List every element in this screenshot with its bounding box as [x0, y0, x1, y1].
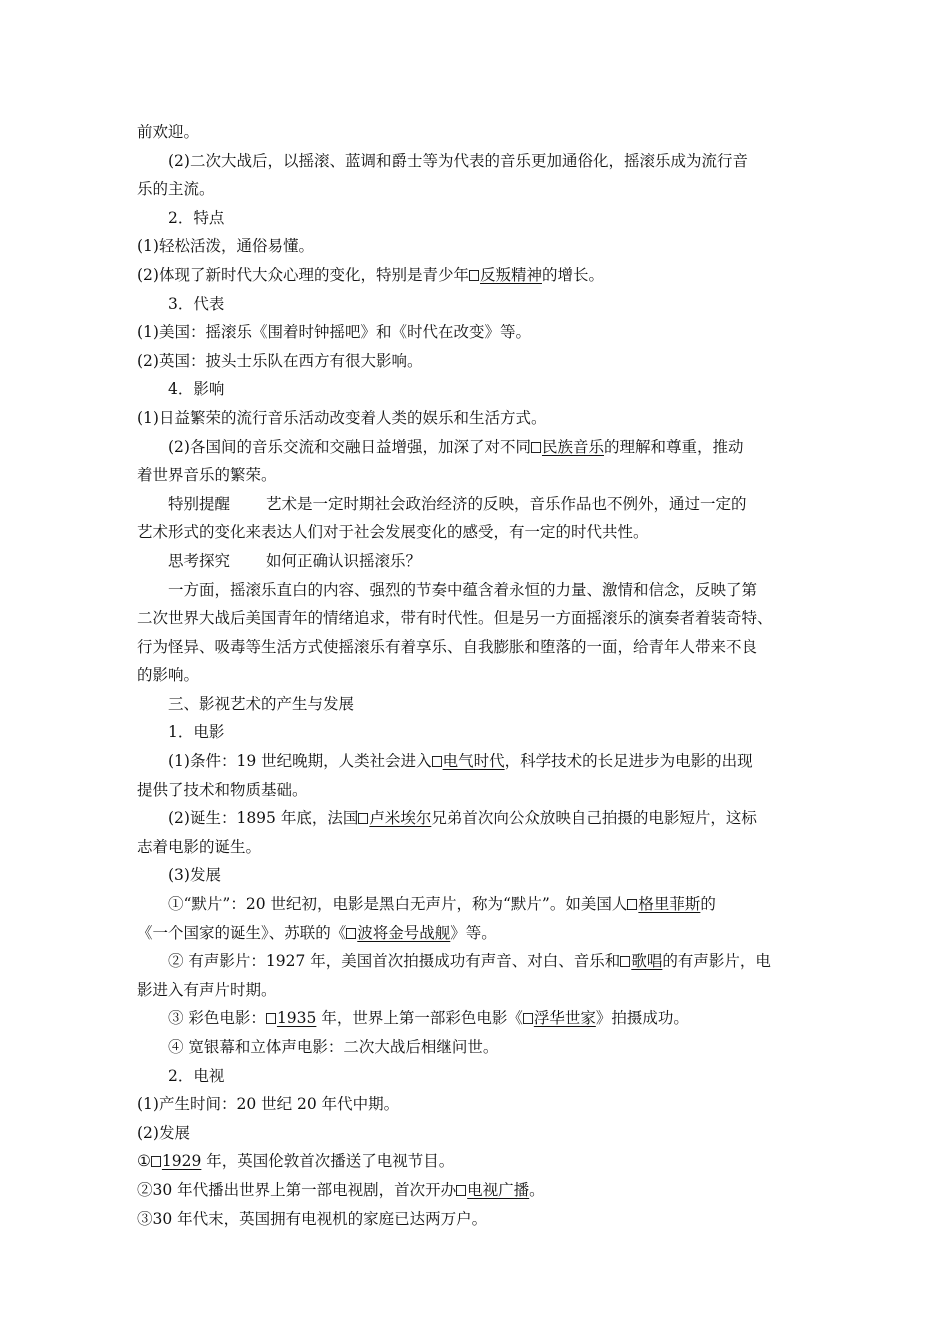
- text-span: (2)二次大战后，以摇滚、蓝调和爵士等为代表的音乐更加通俗化，摇滚乐成为流行音: [168, 151, 748, 170]
- text-span: 提供了技术和物质基础。: [137, 780, 308, 799]
- answer-box-icon: [620, 956, 630, 967]
- text-span: 年，世界上第一部彩色电影《: [316, 1009, 523, 1028]
- text-span: 三、影视艺术的产生与发展: [168, 694, 355, 713]
- text-span: 的理解和尊重，推动: [603, 437, 744, 456]
- text-line: [137, 1004, 817, 1033]
- text-span: (2)各国间的音乐交流和交融日益增强，加深了对不同: [168, 437, 531, 456]
- text-span: 乐的主流。: [137, 180, 215, 199]
- text-line: [137, 547, 817, 576]
- answer-box-icon: [266, 1013, 276, 1024]
- text-line: [137, 804, 817, 833]
- answer-box-icon: [346, 928, 356, 939]
- text-span: ①: [137, 1152, 151, 1171]
- text-line: [137, 776, 817, 805]
- answer-box-icon: [456, 1185, 466, 1196]
- text-span: 艺术形式的变化来表达人们对于社会发展变化的感受，有一定的时代共性。: [137, 523, 649, 542]
- text-span: ③30 年代末，英国拥有电视机的家庭已达两万户。: [137, 1209, 488, 1228]
- text-span: 兄弟首次向公众放映自己拍摄的电影短片，这标: [431, 809, 757, 828]
- text-line: [137, 890, 817, 919]
- text-line: [137, 490, 817, 519]
- fill-blank-answer: 1935: [276, 1009, 317, 1028]
- answer-box-icon: [469, 270, 479, 281]
- answer-box-icon: [531, 442, 541, 453]
- text-line: [137, 1205, 817, 1234]
- text-span: 的有声影片，电: [662, 952, 771, 971]
- text-span: 》等。: [450, 923, 497, 942]
- text-line: [137, 147, 817, 176]
- text-span: 2．特点: [168, 208, 225, 227]
- text-span: ②30 年代播出世界上第一部电视剧，首次开办: [137, 1180, 457, 1199]
- text-span: ①“默片”：20 世纪初，电影是黑白无声片，称为“默片”。如美国人: [168, 895, 628, 914]
- text-line: [137, 347, 817, 376]
- fill-blank-answer: 歌唱: [631, 952, 663, 971]
- text-span: 的影响。: [137, 666, 200, 685]
- text-span: 》拍摄成功。: [595, 1009, 689, 1028]
- text-line: [137, 919, 817, 948]
- answer-box-icon: [151, 1156, 161, 1167]
- fill-blank-answer: 电气时代: [442, 752, 505, 771]
- text-line: [137, 118, 817, 147]
- text-body: [137, 118, 817, 1233]
- answer-box-icon: [627, 899, 637, 910]
- text-span: 艺术是一定时期社会政治经济的反映，音乐作品也不例外，通过一定的: [266, 494, 747, 513]
- text-span: ③ 彩色电影：: [168, 1009, 266, 1028]
- text-line: [137, 1119, 817, 1148]
- fill-blank-answer: 民族音乐: [541, 437, 604, 456]
- text-line: [137, 604, 817, 633]
- text-span: ，科学技术的长足进步为电影的出现: [504, 752, 753, 771]
- text-line: [137, 318, 817, 347]
- text-line: [137, 833, 817, 862]
- text-span: 一方面，摇滚乐直白的内容、强烈的节奏中蕴含着永恒的力量、激情和信念，反映了第: [168, 580, 758, 599]
- text-span: 如何正确认识摇滚乐？: [266, 551, 422, 570]
- text-span: ④ 宽银幕和立体声电影：二次大战后相继问世。: [168, 1038, 499, 1056]
- text-line: [137, 1062, 817, 1091]
- text-line: [137, 461, 817, 490]
- fill-blank-answer: 反叛精神: [479, 265, 542, 284]
- text-span: 行为怪异、吸毒等生活方式使摇滚乐有着享乐、自我膨胀和堕落的一面，给青年人带来不良: [137, 637, 758, 656]
- text-line: [137, 433, 817, 462]
- answer-box-icon: [358, 813, 368, 824]
- text-span: 1．电影: [168, 723, 225, 742]
- text-line: [137, 261, 817, 290]
- text-line: [137, 1147, 817, 1176]
- fill-blank-answer: 卢米埃尔: [369, 809, 432, 828]
- fill-blank-answer: 1929: [161, 1152, 202, 1171]
- text-span: 年，英国伦敦首次播送了电视节目。: [201, 1152, 455, 1171]
- text-span: 《一个国家的诞生》、苏联的《: [137, 923, 347, 942]
- text-span: 的: [700, 895, 716, 914]
- text-span: 的增长。: [541, 265, 604, 284]
- answer-box-icon: [432, 756, 442, 767]
- text-span: (3)发展: [168, 866, 221, 885]
- text-span: ② 有声影片：1927 年，美国首次拍摄成功有声音、对白、音乐和: [168, 952, 621, 971]
- text-span: 2．电视: [168, 1066, 225, 1085]
- text-span: 。: [529, 1180, 545, 1199]
- text-span: 影进入有声片时期。: [137, 980, 277, 999]
- text-line: [137, 1033, 817, 1062]
- text-span: (1)条件：19 世纪晚期，人类社会进入: [168, 752, 432, 771]
- text-span: (1)轻松活泼，通俗易懂。: [137, 237, 314, 256]
- text-line: [137, 690, 817, 719]
- text-line: [137, 861, 817, 890]
- text-line: [137, 232, 817, 261]
- text-line: [137, 718, 817, 747]
- text-line: [137, 375, 817, 404]
- text-line: [137, 290, 817, 319]
- text-line: [137, 576, 817, 605]
- fill-blank-answer: 格里菲斯: [638, 895, 701, 914]
- text-line: [137, 661, 817, 690]
- text-span: 前欢迎。: [137, 123, 200, 141]
- text-span: (2)体现了新时代大众心理的变化，特别是青少年: [137, 265, 469, 284]
- text-span: (2)诞生：1895 年底，法国: [168, 809, 359, 828]
- fill-blank-answer: 浮华世家: [533, 1009, 596, 1028]
- text-span: 着世界音乐的繁荣。: [137, 466, 277, 485]
- text-span: 特别提醒: [168, 494, 231, 513]
- text-line: [137, 204, 817, 233]
- text-span: 4．影响: [168, 380, 225, 399]
- answer-box-icon: [523, 1013, 533, 1024]
- text-line: [137, 404, 817, 433]
- fill-blank-answer: 电视广播: [467, 1180, 530, 1199]
- text-line: [137, 747, 817, 776]
- text-span: 志着电影的诞生。: [137, 837, 262, 856]
- text-span: 3．代表: [168, 294, 225, 313]
- text-line: [137, 976, 817, 1005]
- text-line: [137, 1176, 817, 1205]
- text-span: (1)日益繁荣的流行音乐活动改变着人类的娱乐和生活方式。: [137, 408, 547, 427]
- text-span: (2)英国：披头士乐队在西方有很大影响。: [137, 351, 423, 370]
- text-span: 二次世界大战后美国青年的情绪追求，带有时代性。但是另一方面摇滚乐的演奏者着装奇特、: [137, 609, 773, 628]
- text-span: 思考探究: [168, 551, 231, 570]
- fill-blank-answer: 波将金号战舰: [357, 923, 451, 942]
- text-line: [137, 175, 817, 204]
- text-span: (1)产生时间：20 世纪 20 年代中期。: [137, 1095, 400, 1114]
- text-line: [137, 1090, 817, 1119]
- text-span: (1)美国：摇滚乐《围着时钟摇吧》和《时代在改变》等。: [137, 323, 531, 342]
- text-line: [137, 633, 817, 662]
- text-span: (2)发展: [137, 1123, 190, 1142]
- text-line: [137, 518, 817, 547]
- text-line: [137, 947, 817, 976]
